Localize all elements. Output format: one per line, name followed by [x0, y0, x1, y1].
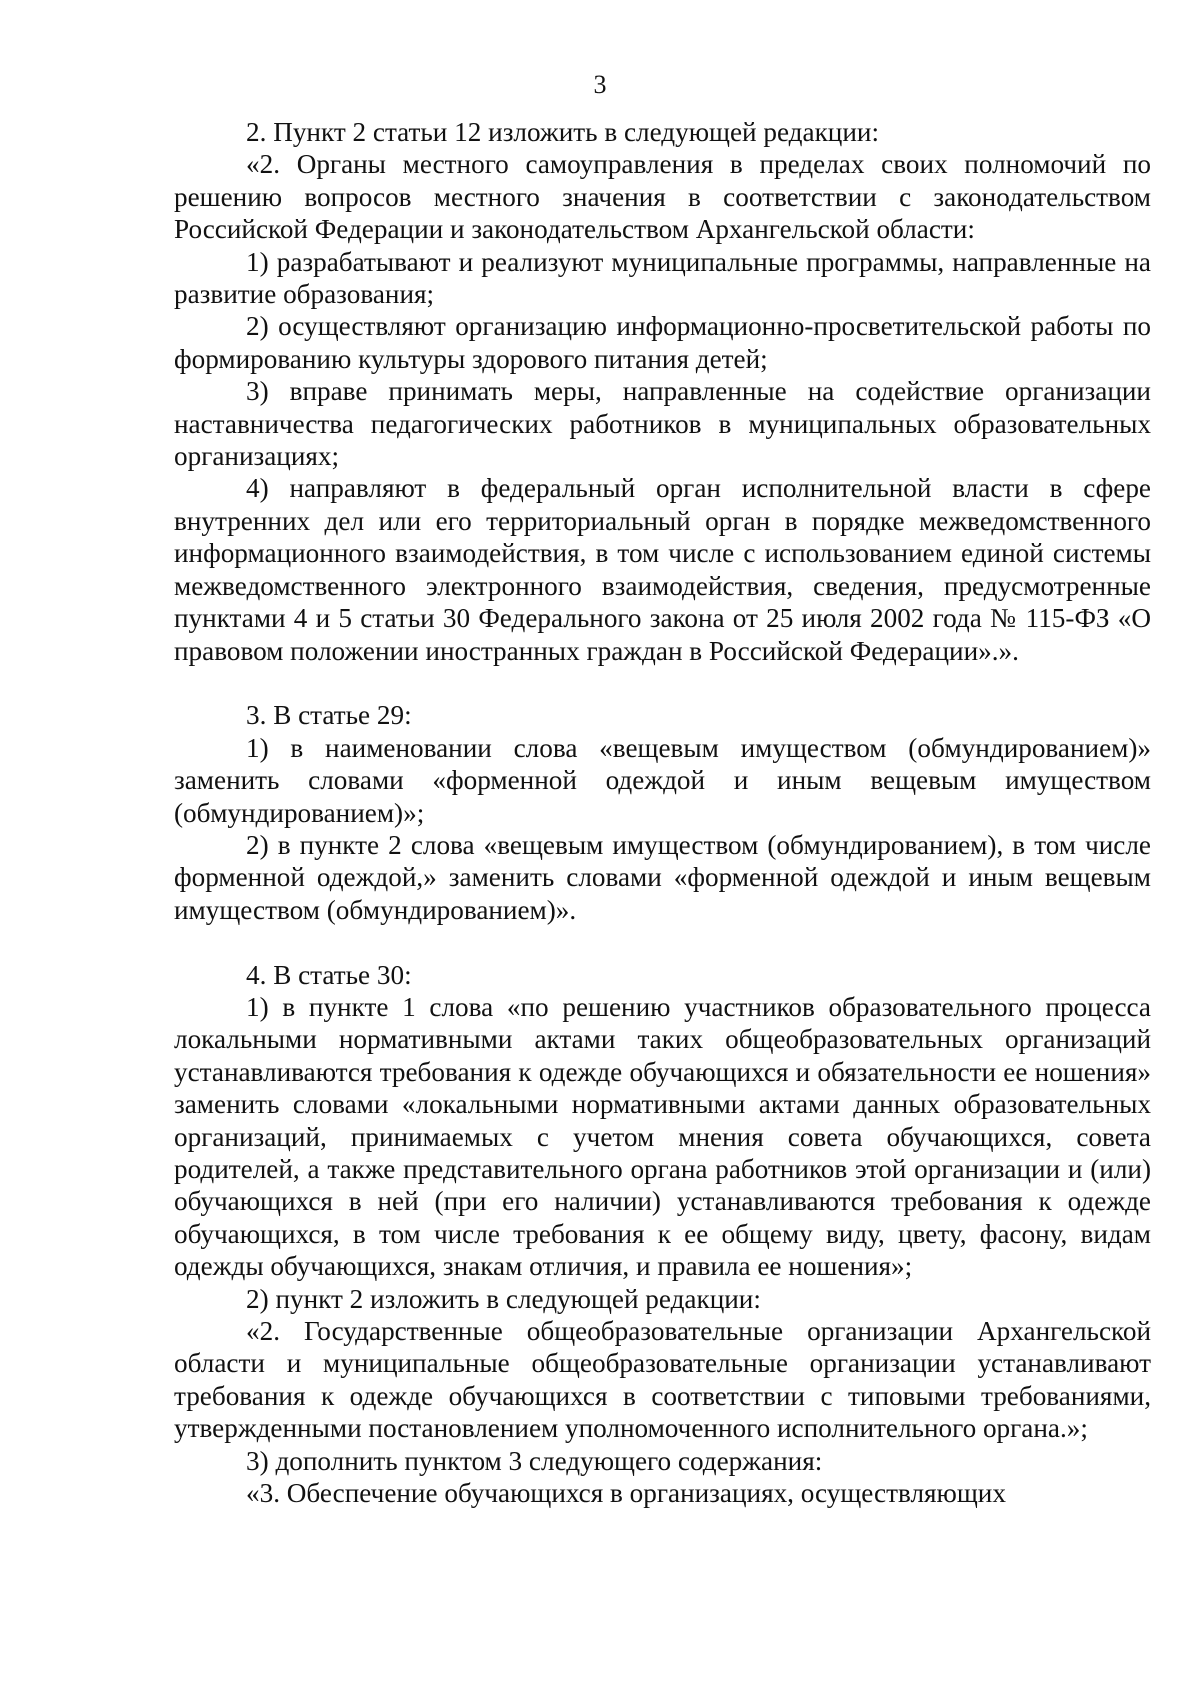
paragraph-item-4-heading: 4. В статье 30: [246, 959, 412, 990]
paragraph-subitem-2: 2) осуществляют организацию информационно-просветительской работы по формированию культуры здорового питания детей; [174, 311, 1151, 374]
paragraph-item-2-quote: «2. Органы местного самоуправления в пределах своих полномочий по решению вопросов местного значения в соответствии с законодательством Российской Федерации и законодательством Архангельской области: [174, 149, 1151, 245]
paragraph-item-3-sub-1: 1) в наименовании слова «вещевым имуществом (обмундированием)» заменить словами «форменной одеждой и иным вещевым имуществом (обмундированием)»; [174, 732, 1151, 828]
paragraph-item-2-intro: 2. Пункт 2 статьи 12 изложить в следующей редакции: [246, 117, 879, 147]
paragraph-item-4-sub-2: 2) пункт 2 изложить в следующей редакции: [246, 1283, 761, 1314]
paragraph-item-4-sub-2-quote: «2. Государственные общеобразовательные организации Архангельской области и муниципальные общеобразовательные организации устанавливают требования к одежде обучающихся в соответствии с типовыми требованиями, утвержденными постановлением уполномоченного исполнительного органа.»; [174, 1316, 1151, 1444]
document-body [174, 116, 1151, 1509]
page-number: 3 [593, 70, 607, 99]
paragraph-item-4-sub-1: 1) в пункте 1 слова «по решению участников образовательного процесса локальными нормативными актами таких общеобразовательных организаций устанавливаются требования к одежде обучающихся и обязательности ее ношения» заменить словами «локальными нормативными актами данных образовательных организаций, принимаемых с учетом мнения совета обучающихся, совета родителей, а также представительного органа работников этой организации и (или) обучающихся в ней (при его наличии) устанавливаются требования к одежде обучающихся, в том числе требования к ее общему виду, цвету, фасону, видам одежды обучающихся, знакам отличия, и правила ее ношения»; [174, 991, 1151, 1282]
paragraph-item-3-heading: 3. В статье 29: [246, 700, 412, 731]
paragraph-subitem-3: 3) вправе принимать меры, направленные на содействие организации наставничества педагогических работников в муниципальных образовательных организациях; [174, 376, 1151, 472]
paragraph-subitem-1: 1) разрабатывают и реализуют муниципальные программы, направленные на развитие образования; [174, 246, 1151, 310]
paragraph-item-4-sub-3-quote: «3. Обеспечение обучающихся в организациях, осуществляющих [246, 1478, 1006, 1509]
paragraph-item-4-sub-3: 3) дополнить пунктом 3 следующего содержания: [246, 1445, 823, 1476]
paragraph-subitem-4: 4) направляют в федеральный орган исполнительной власти в сфере внутренних дел или его территориальный орган в порядке межведомственного информационного взаимодействия, в том числе с использованием единой системы межведомственного электронного взаимодействия, сведения, предусмотренные пунктами 4 и 5 статьи 30 Федерального закона от 25 июля 2002 года № 115-ФЗ «О правовом положении иностранных граждан в Российской Федерации».». [174, 473, 1151, 666]
paragraph-item-3-sub-2: 2) в пункте 2 слова «вещевым имуществом (обмундированием), в том числе форменной одеждой,» заменить словами «форменной одеждой и иным вещевым имуществом (обмундированием)». [174, 829, 1151, 925]
